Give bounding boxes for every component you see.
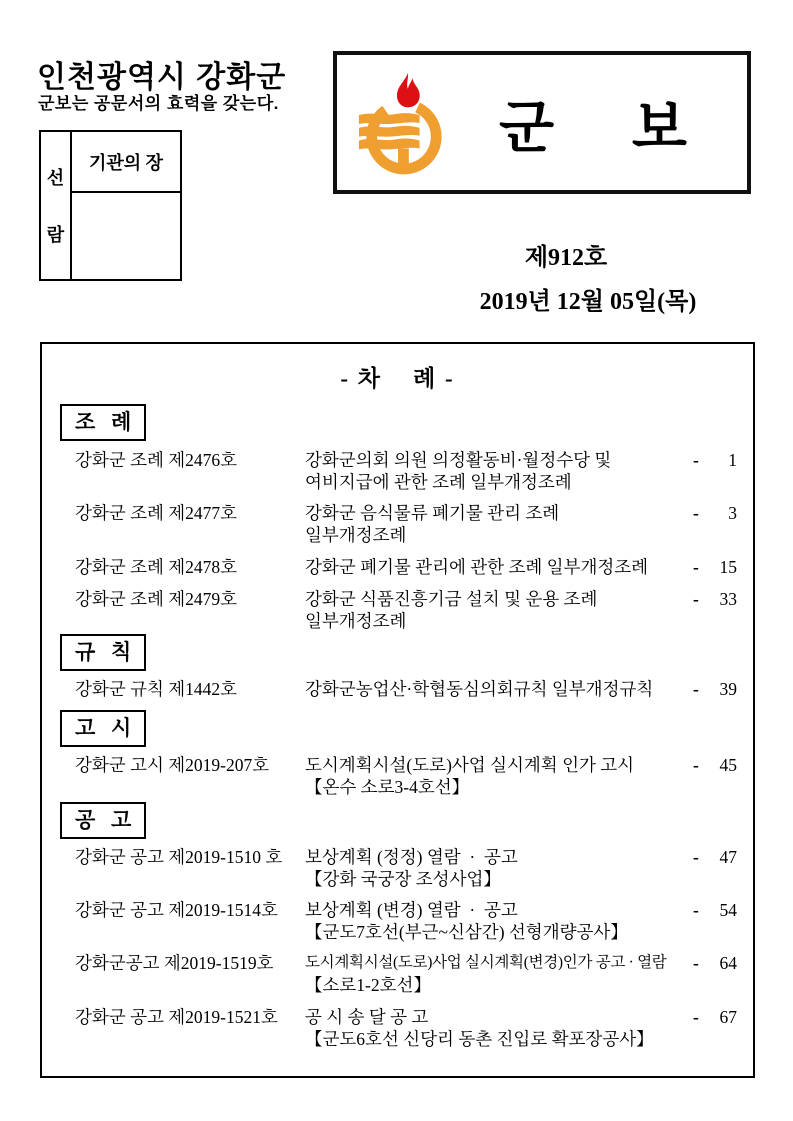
toc-entry xyxy=(58,754,737,798)
page-dash: - xyxy=(693,503,699,523)
entry-title-line: 보상계획 (정정) 열람 · 공고 xyxy=(305,847,518,867)
entry-title xyxy=(305,952,693,996)
entry-page xyxy=(693,502,737,524)
approval-main-column xyxy=(72,132,180,279)
page-number: 3 xyxy=(728,503,737,523)
approval-side-char-bottom: 람 xyxy=(46,225,65,246)
entry-page xyxy=(693,588,737,610)
entry-title-line: 【소로1-2호선】 xyxy=(305,975,431,995)
page-number: 54 xyxy=(719,900,737,920)
entry-label: 강화군 규칙 제1442호 xyxy=(75,679,238,699)
entry-title-line: 공 시 송 달 공 고 xyxy=(305,1007,429,1027)
entry-label: 강화군 공고 제2019-1510 호 xyxy=(75,847,283,867)
page-number: 64 xyxy=(719,953,737,973)
entry-page xyxy=(693,952,737,974)
org-title: 인천광역시 강화군 xyxy=(37,61,287,94)
issue-date: 2019년 12월 05일(목) xyxy=(479,289,697,315)
entry-label: 강화군공고 제2019-1519호 xyxy=(75,953,274,973)
entry-page xyxy=(693,678,737,700)
entry-label: 강화군 공고 제2019-1521호 xyxy=(75,1007,278,1027)
page-number: 39 xyxy=(719,679,737,699)
entry-title-line: 강화군 음식물류 폐기물 관리 조례 xyxy=(305,503,560,523)
entry-title-line: 강화군 폐기물 관리에 관한 조례 일부개정조례 xyxy=(305,557,649,577)
entry-title-line: 도시계획시설(도로)사업 실시계획 인가 고시 xyxy=(305,755,635,775)
entry-page xyxy=(693,1006,737,1028)
toc-entry xyxy=(58,449,737,493)
page-dash: - xyxy=(693,450,699,470)
page-dash: - xyxy=(693,557,699,577)
entry-label: 강화군 조례 제2479호 xyxy=(75,589,238,609)
gazette-masthead-box xyxy=(333,51,751,194)
page-number: 47 xyxy=(719,847,737,867)
entry-title-line: 강화군의회 의원 의정활동비·월정수당 및 xyxy=(305,450,612,470)
toc-entry xyxy=(58,678,737,700)
entry-label: 강화군 조례 제2478호 xyxy=(75,557,238,577)
org-subtitle: 군보는 공문서의 효력을 갖는다. xyxy=(38,94,279,113)
entry-title xyxy=(305,678,693,700)
toc-entry xyxy=(58,1006,737,1050)
entry-title-line: 【군도6호선 신당리 동촌 진입로 확포장공사】 xyxy=(305,1029,654,1049)
entry-title xyxy=(305,899,693,943)
toc-entry xyxy=(58,588,737,632)
entry-label: 강화군 고시 제2019-207호 xyxy=(75,755,270,775)
entry-page xyxy=(693,449,737,471)
section-heading-ordinance: 조 례 xyxy=(60,404,146,441)
entry-title-line: 강화군농업산·학협동심의회규칙 일부개정규칙 xyxy=(305,679,654,699)
toc-entry xyxy=(58,846,737,890)
entry-title xyxy=(305,449,693,493)
entry-page xyxy=(693,754,737,776)
section-heading-notice: 고 시 xyxy=(60,710,146,747)
approval-stamp-table xyxy=(39,130,182,281)
approval-side-char-top: 선 xyxy=(46,167,65,188)
entry-title-line: 【온수 소로3-4호선】 xyxy=(305,777,470,797)
page-dash: - xyxy=(693,900,699,920)
entry-title-line: 보상계획 (변경) 열람 · 공고 xyxy=(305,900,518,920)
section-heading-announcement: 공 고 xyxy=(60,802,146,839)
entry-page xyxy=(693,556,737,578)
page-dash: - xyxy=(693,679,699,699)
entry-title-line: 도시계획시설(도로)사업 실시계획(변경)인가 공고 · 열람 xyxy=(305,954,667,971)
entry-title xyxy=(305,846,693,890)
toc-entry xyxy=(58,952,737,996)
page-dash: - xyxy=(693,589,699,609)
toc-entry xyxy=(58,502,737,546)
entry-page xyxy=(693,846,737,868)
page-number: 45 xyxy=(719,755,737,775)
entry-title-line: 일부개정조례 xyxy=(305,525,407,545)
section-heading-rule: 규 칙 xyxy=(60,634,146,671)
toc-title: - 차 례 - xyxy=(340,366,455,391)
page-dash: - xyxy=(693,953,699,973)
entry-title xyxy=(305,1006,693,1050)
entry-title-line: 【강화 국궁장 조성사업】 xyxy=(305,869,501,889)
entry-title-line: 강화군 식품진흥기금 설치 및 운용 조례 xyxy=(305,589,598,609)
entry-page xyxy=(693,899,737,921)
entry-title-line: 【군도7호선(부근~신삼간) 선형개량공사】 xyxy=(305,922,628,942)
entry-title xyxy=(305,588,693,632)
page-number: 1 xyxy=(728,450,737,470)
entry-title xyxy=(305,754,693,798)
page-dash: - xyxy=(693,1007,699,1027)
entry-label: 강화군 공고 제2019-1514호 xyxy=(75,900,278,920)
gazette-title: 군 보 xyxy=(499,95,687,160)
entry-label: 강화군 조례 제2476호 xyxy=(75,450,238,470)
toc-entry xyxy=(58,556,737,578)
page-dash: - xyxy=(693,847,699,867)
entry-title xyxy=(305,556,693,578)
approval-side-column xyxy=(41,132,72,279)
issue-number: 제912호 xyxy=(524,245,608,271)
page-dash: - xyxy=(693,755,699,775)
approval-head-cell: 기관의 장 xyxy=(72,132,180,193)
entry-title-line: 여비지급에 관한 조례 일부개정조례 xyxy=(305,472,572,492)
table-of-contents-box xyxy=(40,342,755,1078)
toc-entry xyxy=(58,899,737,943)
entry-title-line: 일부개정조례 xyxy=(305,611,407,631)
approval-signature-cell xyxy=(72,193,180,279)
page-number: 15 xyxy=(719,557,737,577)
ganghwa-county-emblem-icon xyxy=(357,71,445,175)
page-number: 33 xyxy=(719,589,737,609)
page-number: 67 xyxy=(719,1007,737,1027)
entry-label: 강화군 조례 제2477호 xyxy=(75,503,238,523)
entry-title xyxy=(305,502,693,546)
